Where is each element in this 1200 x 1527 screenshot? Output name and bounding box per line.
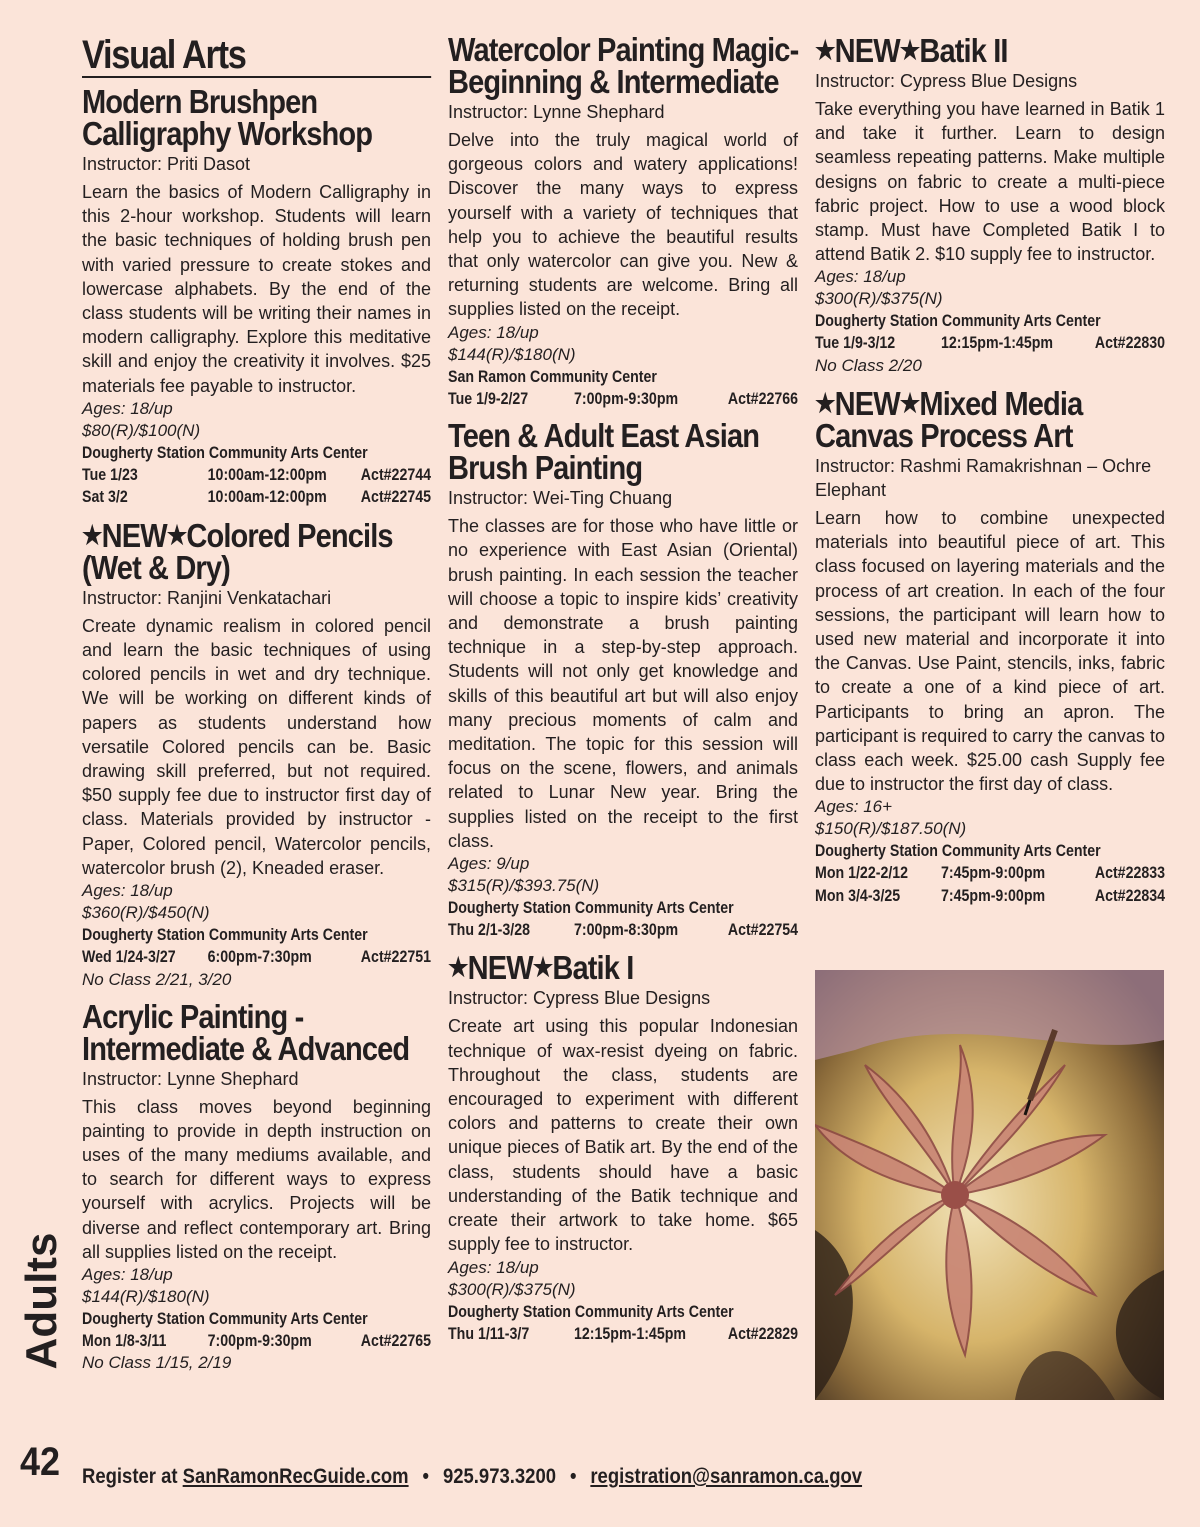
separator: • bbox=[422, 1465, 430, 1488]
no-class-dates: No Class 2/20 bbox=[815, 355, 922, 375]
page-number: 42 bbox=[20, 1440, 61, 1484]
ages: Ages: 18/up bbox=[82, 881, 173, 901]
course-title bbox=[815, 384, 1166, 454]
course-title: Teen & Adult East Asian Brush Painting bbox=[448, 417, 760, 487]
course-batik-1 bbox=[448, 951, 798, 1345]
instructor: Instructor: Wei-Ting Chuang bbox=[448, 488, 673, 509]
new-label: NEW bbox=[834, 32, 900, 69]
fee: $300(R)/$375(N) bbox=[815, 289, 943, 309]
course-brushpen bbox=[82, 83, 432, 509]
description: Delve into the truly magical world of gorgeous colors and watery applications! Discover the many ways to express yourself with a variety of techniques that help you to achieve the beautiful results that only watercolor can give you. New & returning students are welcome. Bring all supplies listed on the receipt. bbox=[448, 130, 798, 320]
course-acrylic bbox=[82, 997, 432, 1375]
session-time: 12:15pm-1:45pm bbox=[574, 1324, 687, 1343]
session-time: 6:00pm-7:30pm bbox=[207, 948, 312, 967]
fee: $80(R)/$100(N) bbox=[82, 420, 201, 440]
activity-number: Act#22744 bbox=[360, 465, 432, 484]
fee: $300(R)/$375(N) bbox=[448, 1279, 576, 1299]
course-title-text: Mixed Media Canvas Process Art bbox=[815, 384, 1083, 454]
fee: $150(R)/$187.50(N) bbox=[815, 819, 967, 839]
no-class-dates: No Class 1/15, 2/19 bbox=[82, 1353, 232, 1373]
activity-number: Act#22745 bbox=[360, 488, 432, 507]
venue: Dougherty Station Community Arts Center bbox=[815, 312, 1101, 331]
no-class-dates: No Class 2/21, 3/20 bbox=[82, 969, 232, 989]
activity-number: Act#22754 bbox=[727, 920, 799, 939]
new-label: NEW bbox=[101, 516, 167, 554]
fee: $144(R)/$180(N) bbox=[448, 344, 576, 364]
session-time: 10:00am-12:00pm bbox=[207, 465, 327, 484]
session-dates: Thu 2/1-3/28 bbox=[448, 920, 531, 939]
schedule-row bbox=[815, 332, 1165, 355]
star-icon: ★ bbox=[82, 519, 102, 550]
star-icon: ★ bbox=[166, 519, 187, 550]
description: Create dynamic realism in colored pencil and learn the basic techniques of using colored pencils in wet and dry technique. We will be working on different kinds of papers as students understand how versatile Colored pencils can be. Basic drawing skill preferred, but not required. $50 supply fee due to instructor first day of class. Materials provided by instructor - Paper, Colored pencil, Watercolor pencils, watercolor brush (2), Kneaded eraser. bbox=[82, 615, 431, 878]
fee: $360(R)/$450(N) bbox=[82, 903, 210, 923]
session-dates: Sat 3/2 bbox=[82, 488, 128, 507]
star-icon: ★ bbox=[899, 35, 920, 65]
column-3 bbox=[815, 34, 1165, 917]
course-mixed-media bbox=[815, 384, 1166, 907]
session-dates: Mon 1/8-3/11 bbox=[82, 1331, 167, 1350]
column-1 bbox=[82, 34, 431, 1384]
activity-number: Act#22765 bbox=[360, 1331, 432, 1350]
session-dates: Tue 1/9-3/12 bbox=[815, 334, 896, 353]
instructor: Instructor: Cypress Blue Designs bbox=[448, 988, 711, 1009]
session-dates: Mon 3/4-3/25 bbox=[815, 886, 901, 905]
email-link[interactable]: registration@sanramon.ca.gov bbox=[590, 1465, 863, 1488]
instructor: Instructor: Lynne Shephard bbox=[82, 1068, 299, 1089]
ages: Ages: 18/up bbox=[82, 1264, 173, 1284]
course-colored-pencils bbox=[82, 516, 432, 991]
instructor: Instructor: Cypress Blue Designs bbox=[815, 71, 1078, 91]
session-dates: Tue 1/9-2/27 bbox=[448, 389, 529, 408]
website-link[interactable]: SanRamonRecGuide.com bbox=[182, 1465, 409, 1488]
footer bbox=[82, 1465, 862, 1489]
venue: Dougherty Station Community Arts Center bbox=[448, 1302, 734, 1321]
course-title-text: Colored Pencils (Wet & Dry) bbox=[82, 516, 393, 586]
course-title-text: Batik I bbox=[552, 949, 634, 987]
instructor: Instructor: Lynne Shephard bbox=[448, 102, 665, 122]
fee: $144(R)/$180(N) bbox=[82, 1286, 210, 1306]
schedule-row bbox=[82, 1330, 431, 1353]
activity-number: Act#22833 bbox=[1094, 864, 1166, 883]
session-time: 7:00pm-9:30pm bbox=[574, 389, 679, 408]
course-title bbox=[448, 949, 799, 987]
activity-number: Act#22766 bbox=[727, 389, 799, 408]
batik-flower-image bbox=[815, 970, 1164, 1400]
ages: Ages: 18/up bbox=[448, 1257, 539, 1277]
venue: Dougherty Station Community Arts Center bbox=[82, 1309, 368, 1328]
course-watercolor bbox=[448, 31, 799, 410]
course-east-asian-brush bbox=[448, 417, 799, 941]
activity-number: Act#22751 bbox=[360, 948, 432, 967]
course-title-text: Batik II bbox=[919, 32, 1008, 69]
venue: Dougherty Station Community Arts Center bbox=[448, 898, 734, 917]
star-icon: ★ bbox=[899, 387, 920, 418]
new-label: NEW bbox=[834, 384, 900, 422]
activity-number: Act#22834 bbox=[1094, 886, 1166, 905]
session-time: 7:00pm-9:30pm bbox=[207, 1331, 312, 1350]
schedule-row bbox=[82, 464, 431, 487]
description: Learn how to combine unexpected materials into beautiful piece of art. This class focused on layering materials and the process of art creation. In each of the four sessions, the participant will learn how to used new material and incorporate it into the Canvas. Use Paint, stencils, inks, fabric to create a one of a kind piece of art. Participants to bring an apron. The participant is required to carry the canvas to class each week. $25.00 cash Supply fee due to instructor the first day of class. bbox=[815, 507, 1165, 795]
course-title: Acrylic Painting - Intermediate & Advanced bbox=[82, 997, 410, 1067]
session-time: 7:45pm-9:00pm bbox=[941, 864, 1046, 883]
schedule-row bbox=[448, 1323, 798, 1346]
schedule-row bbox=[815, 885, 1165, 908]
session-dates: Mon 1/22-2/12 bbox=[815, 864, 909, 883]
separator: • bbox=[569, 1465, 577, 1488]
side-tab-adults bbox=[14, 1230, 70, 1372]
course-title bbox=[815, 34, 1166, 67]
ages: Ages: 18/up bbox=[815, 267, 906, 287]
session-dates: Wed 1/24-3/27 bbox=[82, 948, 176, 967]
schedule-row bbox=[448, 919, 798, 942]
ages: Ages: 9/up bbox=[448, 853, 530, 873]
instructor: Instructor: Ranjini Venkatachari bbox=[82, 587, 332, 608]
description: The classes are for those who have little or no experience with East Asian (Oriental) brush painting. In each session the teacher will choose a topic to inspire kids’ creativity and demonstrate a brush painting technique in a step-by-step approach. Students will not only get knowledge and skills of this beautiful art but will also enjoy many precious moments of calm and meditation. The topic for this session will focus on the scene, flowers, and animals related to Lunar New year. Bring the supplies listed on the receipt to the first class. bbox=[448, 516, 798, 851]
session-time: 7:45pm-9:00pm bbox=[941, 886, 1046, 905]
session-time: 10:00am-12:00pm bbox=[207, 488, 327, 507]
phone-number: 925.973.3200 bbox=[442, 1465, 557, 1488]
venue: Dougherty Station Community Arts Center bbox=[815, 842, 1101, 861]
session-time: 7:00pm-8:30pm bbox=[574, 920, 679, 939]
course-batik-2 bbox=[815, 34, 1165, 377]
batik-photo bbox=[815, 970, 1164, 1400]
section-title: Visual Arts bbox=[82, 34, 431, 78]
course-title bbox=[82, 516, 432, 586]
schedule-row bbox=[82, 946, 431, 969]
ages: Ages: 18/up bbox=[448, 322, 539, 342]
activity-number: Act#22830 bbox=[1094, 334, 1166, 353]
session-dates: Thu 1/11-3/7 bbox=[448, 1324, 530, 1343]
session-time: 12:15pm-1:45pm bbox=[941, 334, 1054, 353]
description: Learn the basics of Modern Calligraphy in this 2-hour workshop. Students will learn the basic techniques of holding brush pen with varied pressure to create stokes and lowercase alphabets. By the end of the class students will be writing their names in modern calligraphy. Explore this meditative skill and enjoy the creativity it involves. $25 materials fee payable to instructor. bbox=[82, 182, 431, 396]
venue: Dougherty Station Community Arts Center bbox=[82, 926, 368, 945]
ages: Ages: 16+ bbox=[815, 797, 893, 817]
star-icon: ★ bbox=[448, 952, 468, 983]
fee: $315(R)/$393.75(N) bbox=[448, 875, 600, 895]
venue: San Ramon Community Center bbox=[448, 367, 657, 386]
star-icon: ★ bbox=[815, 387, 835, 418]
column-2 bbox=[448, 31, 799, 1355]
activity-number: Act#22829 bbox=[727, 1324, 799, 1343]
course-title: Modern Brushpen Calligraphy Workshop bbox=[82, 83, 373, 152]
description: This class moves beyond beginning painting to provide in depth instruction on uses of the many mediums available, and to search for different ways to express yourself with acrylics. Projects will be diverse and reflect contemporary art. Bring all supplies listed on the receipt. bbox=[82, 1096, 431, 1262]
instructor: Instructor: Rashmi Ramakrishnan – Ochre Elephant bbox=[815, 455, 1152, 500]
ages: Ages: 18/up bbox=[82, 398, 173, 418]
star-icon: ★ bbox=[815, 35, 835, 65]
schedule-row bbox=[815, 862, 1165, 885]
venue: Dougherty Station Community Arts Center bbox=[82, 443, 368, 462]
new-label: NEW bbox=[467, 949, 533, 987]
schedule-row bbox=[82, 486, 431, 509]
description: Create art using this popular Indonesian technique of wax-resist dyeing on fabric. Throughout the class, students are encouraged to experiment with different colors and patterns to create their own unique pieces of Batik art. By the end of the class, students should have a basic understanding of the Batik technique and create their artwork to take home. $65 supply fee to instructor. bbox=[448, 1016, 798, 1255]
schedule-row bbox=[448, 388, 798, 411]
side-tab-label: Adults bbox=[17, 1232, 66, 1370]
course-title: Watercolor Painting Magic- Beginning & Intermediate bbox=[448, 31, 799, 100]
instructor: Instructor: Priti Dasot bbox=[82, 154, 251, 174]
star-icon: ★ bbox=[532, 952, 553, 983]
description: Take everything you have learned in Batik 1 and take it further. Learn to design seamless repeating patterns. Make multiple designs on fabric to create a multi-piece fabric project. How to use a wood block stamp. Must have Completed Batik I to attend Batik 2. $10 supply fee to instructor. bbox=[815, 99, 1165, 265]
session-dates: Tue 1/23 bbox=[82, 465, 138, 484]
register-label: Register at bbox=[82, 1465, 178, 1488]
